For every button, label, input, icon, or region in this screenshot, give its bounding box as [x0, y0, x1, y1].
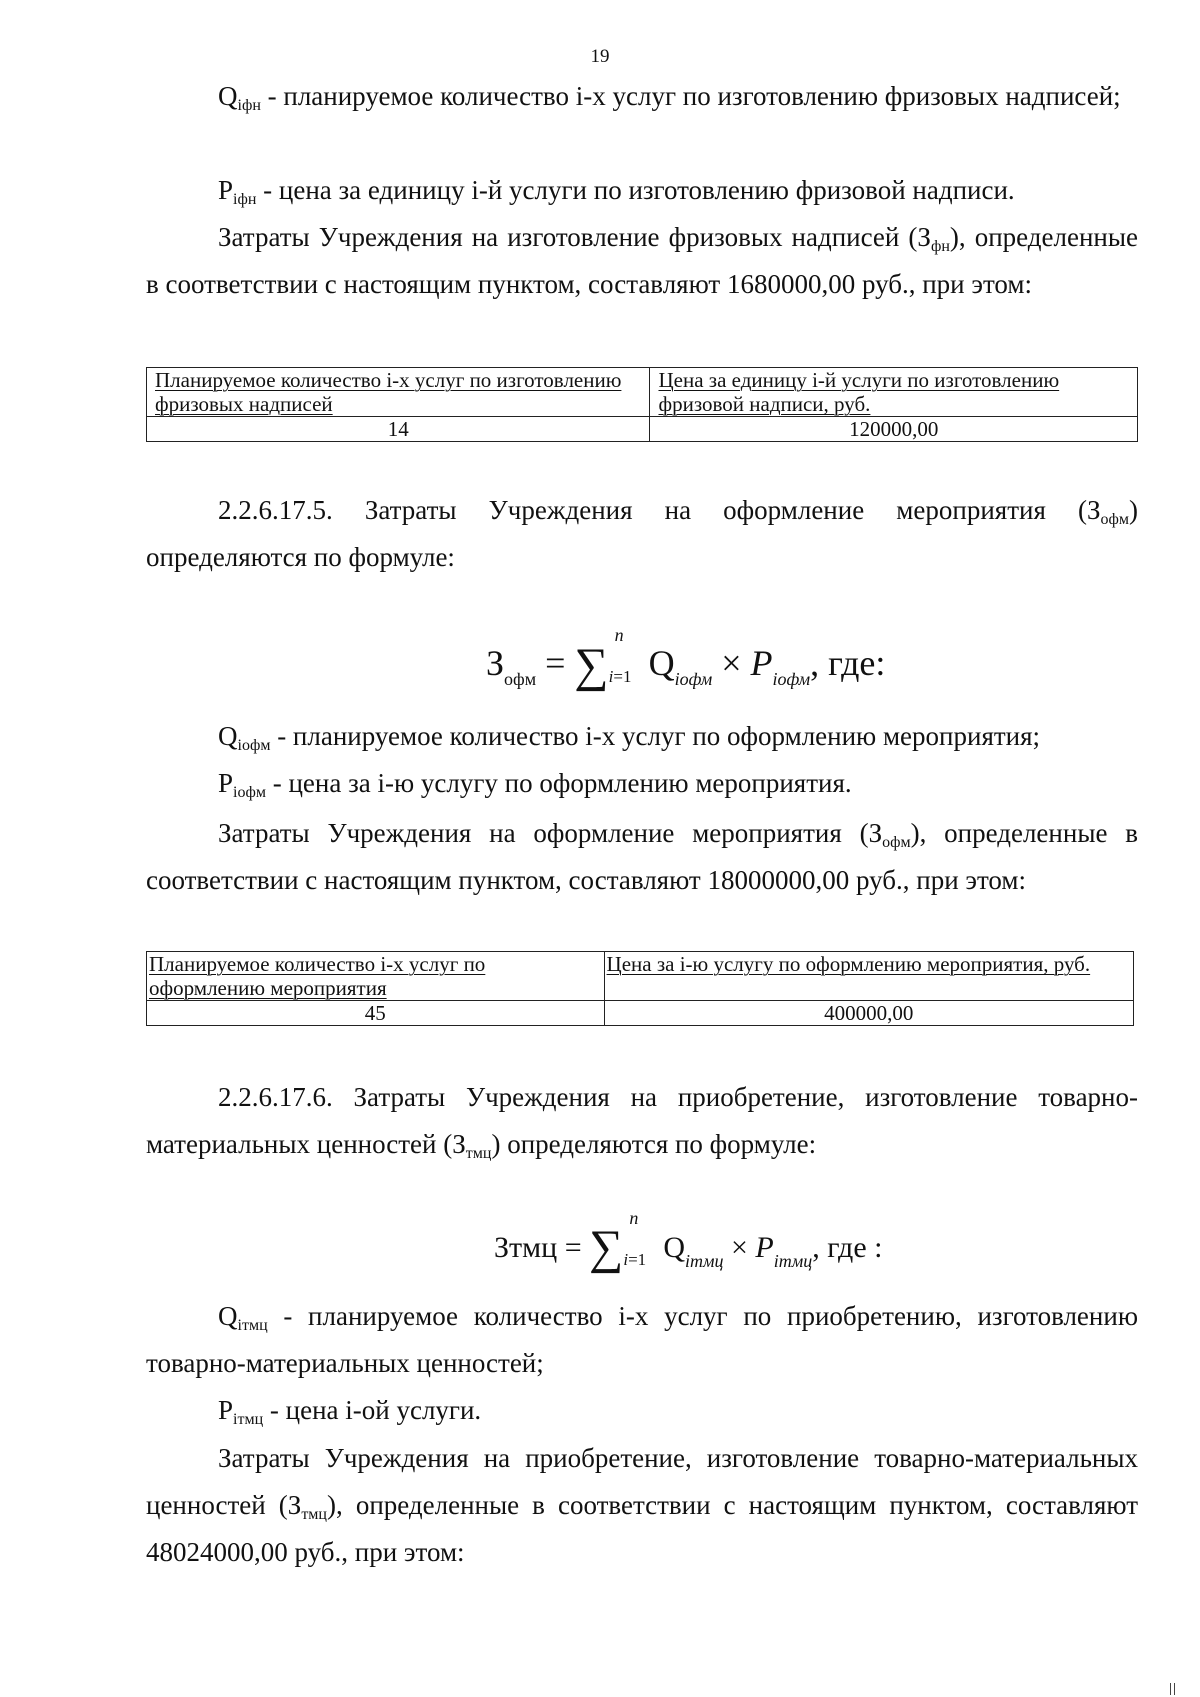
- table-cell: 400000,00: [604, 1001, 1133, 1026]
- table-cell: 120000,00: [650, 417, 1138, 442]
- definition-q-itmc: $Q_{iтмц}$ - планируемое количество i-х услуг по приобретению, изготовлению товарно-материальных ценностей;: [146, 1301, 1138, 1378]
- page-edge-mark: [1170, 1683, 1175, 1695]
- formula-tmc: Зтмц = ∑ n i=1 $Q_{iтмц} \times P_{iтмц}$, где :: [494, 1208, 883, 1274]
- table-row: [147, 417, 1138, 442]
- cost-paragraph-tmc: Затраты Учреждения на приобретение, изготовление товарно-материальных ценностей $(З_{тмц})$, определенные в соответствии с настоящим пунктом, составляют 48024000,00 руб., при этом:: [146, 1443, 1138, 1567]
- cost-paragraph-ofm: Затраты Учреждения на оформление мероприятия $(З_{офм})$, определенные в соответствии с настоящим пунктом, составляют 18000000,00 руб., при этом:: [146, 818, 1138, 895]
- table-header-row: [147, 368, 1138, 417]
- table-row: [147, 1001, 1134, 1026]
- table-header-row: [147, 952, 1134, 1001]
- table-frieze-inscriptions: [146, 367, 1138, 442]
- page-number: 19: [590, 46, 610, 67]
- table-event-decoration: [146, 951, 1134, 1026]
- table-cell: 45: [147, 1001, 605, 1026]
- table-header-cell: Планируемое количество i-х услуг по изготовлению фризовых надписей: [147, 368, 650, 417]
- definition-p-iofm: $P_{iофм}$ - цена за i-ю услугу по оформлению мероприятия.: [218, 768, 852, 801]
- table-header-cell: Планируемое количество i-х услуг по оформлению мероприятия: [147, 952, 605, 1001]
- definition-p-ifn: $P_{iфн}$ - цена за единицу i-й услуги по изготовлению фризовой надписи.: [218, 175, 1015, 208]
- section-2-2-6-17-6: 2.2.6.17.6. Затраты Учреждения на приобретение, изготовление товарно-материальных ценностей $(З_{тмц})$ определяются по формуле:: [146, 1082, 1138, 1162]
- cost-paragraph-fn: Затраты Учреждения на изготовление фризовых надписей $(З_{фн})$, определенные в соответствии с настоящим пунктом, составляют 1680000,00 руб., при этом:: [146, 222, 1138, 299]
- definition-q-ifn: $Q_{iфн}$ - планируемое количество i-х услуг по изготовлению фризовых надписей;: [218, 81, 1121, 114]
- definition-p-itmc: $P_{iтмц}$ - цена i-ой услуги.: [218, 1395, 482, 1428]
- formula-ofm: $З_{офм}$ = ∑ n i=1 $Q_{iофм} \times P_{iофм}$, где:: [486, 624, 886, 692]
- table-header-cell: Цена за i-ю услугу по оформлению мероприятия, руб.: [604, 952, 1133, 1001]
- section-2-2-6-17-5: 2.2.6.17.5. Затраты Учреждения на оформление мероприятия $(З_{офм})$ определяются по формуле:: [146, 495, 1138, 572]
- table-header-cell: Цена за единицу i-й услуги по изготовлению фризовой надписи, руб.: [650, 368, 1138, 417]
- table-cell: 14: [147, 417, 650, 442]
- definition-q-iofm: $Q_{iофм}$ - планируемое количество i-х услуг по оформлению мероприятия;: [218, 721, 1041, 754]
